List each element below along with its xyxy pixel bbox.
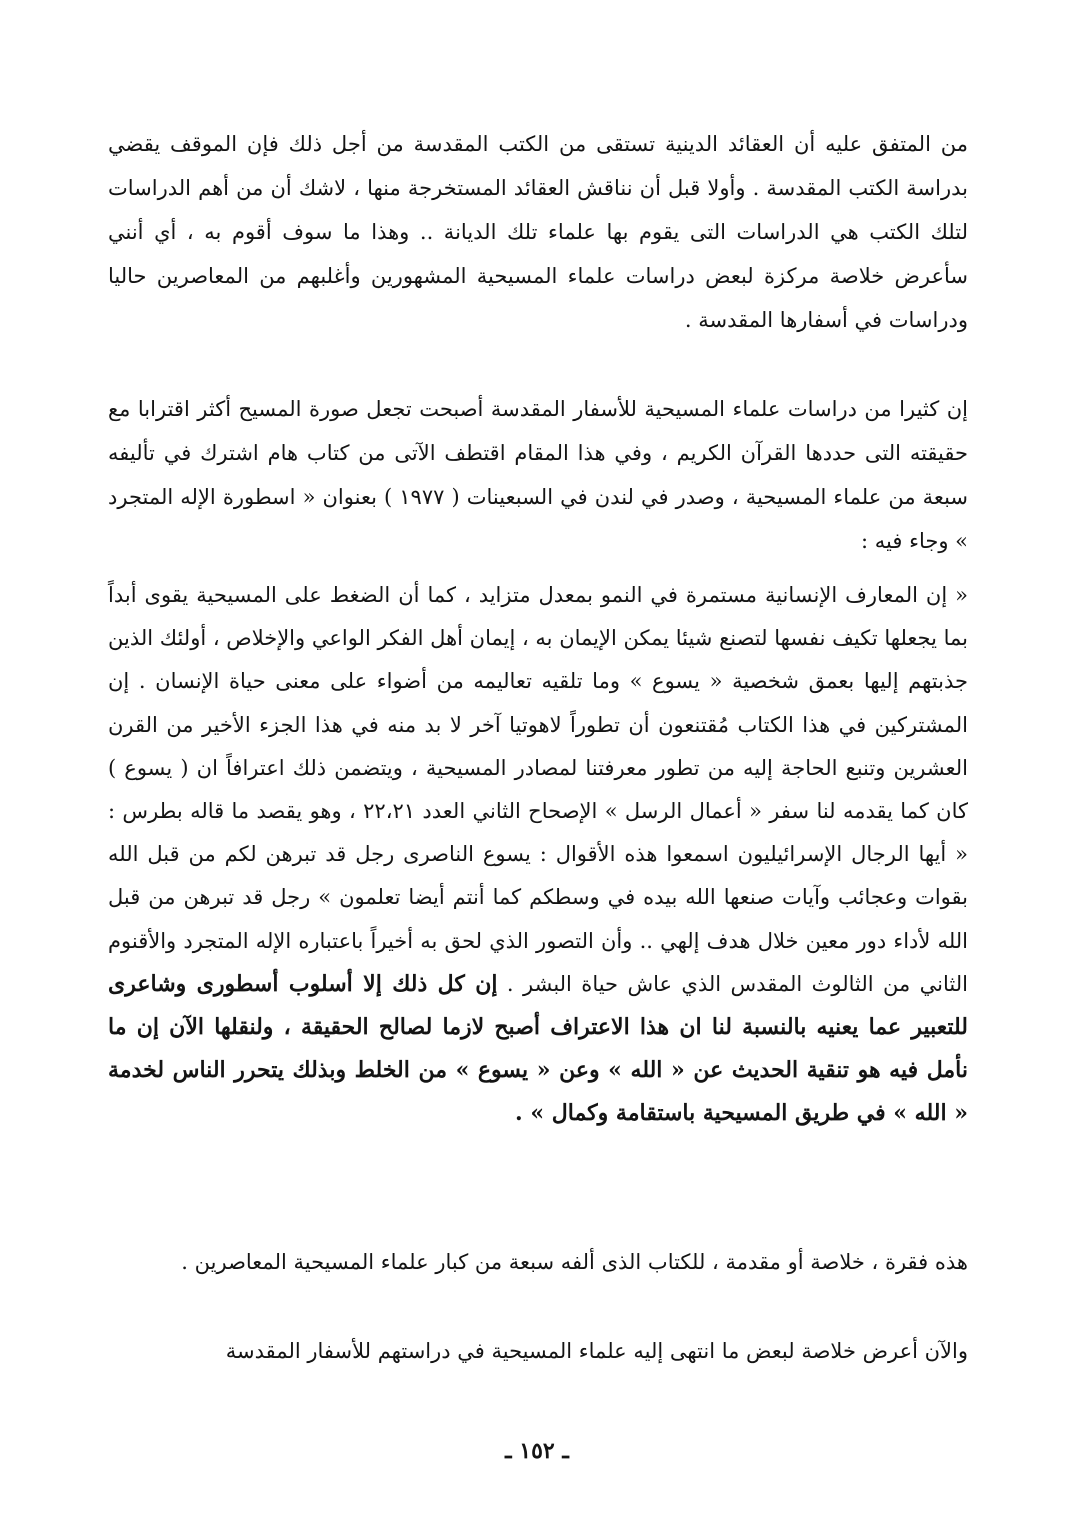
book-quote	[108, 574, 968, 1136]
paragraph-continuation: والآن أعرض خلاصة لبعض ما انتهى إليه علماء المسيحية في دراستهم للأسفار المقدسة	[225, 1339, 968, 1363]
paragraph-summary-note: هذه فقرة ، خلاصة أو مقدمة ، للكتاب الذى ألفه سبعة من كبار علماء المسيحية المعاصرين .	[181, 1250, 968, 1274]
paragraph-studies: إن كثيرا من دراسات علماء المسيحية للأسفار المقدسة أصبحت تجعل صورة المسيح أكثر اقترابا مع حقيقته التى حددها القرآن الكريم ، وفي هذا المقام اقتطف الآتى من كتاب هام اشترك في تأليفه سبعة من علماء المسيحية ، وصدر في لندن في السبعينات ( ١٩٧٧ ) بعنوان « اسطورة الإله المتجرد » وجاء فيه :	[108, 397, 968, 553]
quote-regular-text: « إن المعارف الإنسانية مستمرة في النمو بمعدل متزايد ، كما أن الضغط على المسيحية يقوى أبداً بما يجعلها تكيف نفسها لتصنع شيئا يمكن الإيمان به ، إيمان أهل الفكر الواعي والإخلاص ، أولئك الذين جذبتهم إليها بعمق شخصية « يسوع » وما تلقيه تعاليمه من أضواء على معنى حياة الإنسان . إن المشتركين في هذا الكتاب مُقتنعون أن تطوراً لاهوتيا آخر لا بد منه في هذا الجزء الأخير من القرن العشرين وتنبع الحاجة إليه من تطور معرفتنا لمصادر المسيحية ، ويتضمن ذلك اعترافاً ان ( يسوع ) كان كما يقدمه لنا سفر « أعمال الرسل » الإصحاح الثاني العدد ٢٢،٢١ ، وهو يقصد ما قاله بطرس : « أيها الرجال الإسرائيليون اسمعوا هذه الأقوال : يسوع الناصرى رجل قد تبرهن لكم من قبل الله بقوات وعجائب وآيات صنعها الله بيده في وسطكم كما أنتم أيضا تعلمون » رجل قد تبرهن من قبل الله لأداء دور معين خلال هدف إلهي .. وأن التصور الذي لحق به أخيراً باعتباره الإله المتجرد والأقنوم الثاني من الثالوث المقدس الذي عاش حياة البشر .	[108, 583, 969, 996]
quote-bold-text: إن كل ذلك إلا أسلوب أسطورى وشاعرى للتعبير عما يعنيه بالنسبة لنا ان هذا الاعتراف أصبح لازما لصالح الحقيقة ، ولنقلها الآن إن ما نأمل فيه هو تنقية الحديث عن « الله » وعن « يسوع » من الخلط وبذلك يتحرر الناس لخدمة « الله » في طريق المسيحية باستقامة وكمال » .	[108, 970, 968, 1127]
page-number: ـ ١٥٢ ـ	[505, 1438, 569, 1464]
paragraph-intro: من المتفق عليه أن العقائد الدينية تستقى من الكتب المقدسة من أجل ذلك فإن الموقف يقضي بدراسة الكتب المقدسة . وأولا قبل أن نناقش العقائد المستخرجة منها ، لاشك أن من أهم الدراسات لتلك الكتب هي الدراسات التى يقوم بها علماء تلك الديانة .. وهذا ما سوف أقوم به ، أي أنني سأعرض خلاصة مركزة لبعض دراسات علماء المسيحية المشهورين وأغلبهم من المعاصرين حاليا ودراسات في أسفارها المقدسة .	[108, 132, 968, 332]
